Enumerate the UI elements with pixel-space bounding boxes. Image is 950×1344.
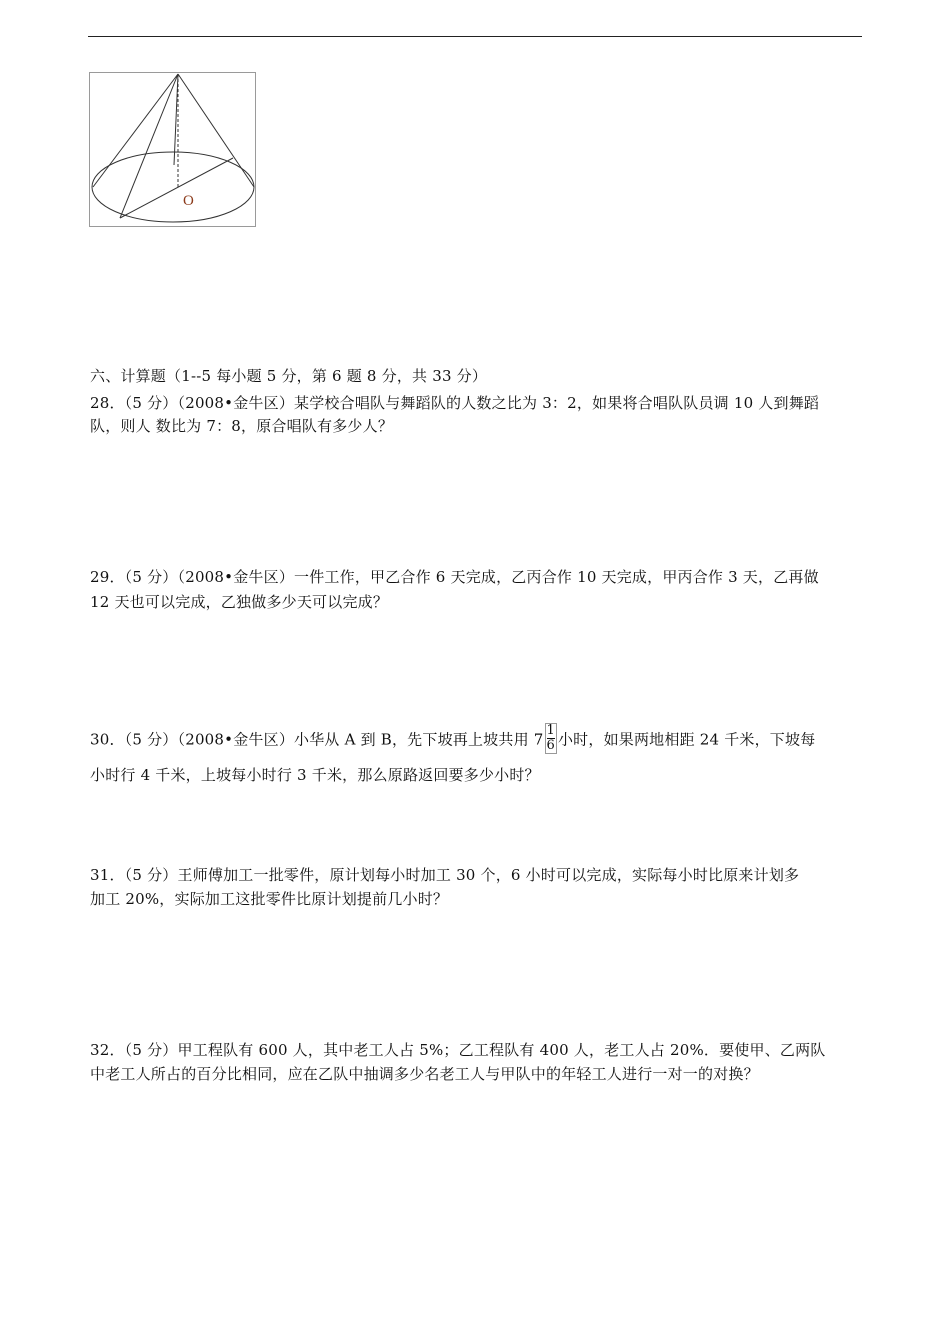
cone-right-edge bbox=[178, 74, 254, 187]
question-28-line-1: 28．（5 分）（2008•金牛区）某学校合唱队与舞蹈队的人数之比为 3：2，如果将合唱队队员调 10 人到舞蹈 bbox=[90, 394, 820, 412]
cone-base-ellipse bbox=[92, 152, 254, 222]
fraction-denominator: 6 bbox=[546, 738, 555, 753]
cone-diagram bbox=[90, 73, 257, 228]
question-31-line-2: 加工 20%，实际加工这批零件比原计划提前几小时？ bbox=[90, 890, 449, 908]
question-30-line-2: 小时行 4 千米，上坡每小时行 3 千米，那么原路返回要多少小时？ bbox=[90, 766, 540, 784]
mixed-fraction bbox=[545, 723, 557, 754]
cone-base-chord bbox=[120, 158, 233, 218]
question-32-line-2: 中老工人所占的百分比相同，应在乙队中抽调多少名老工人与甲队中的年轻工人进行一对一的对换？ bbox=[90, 1065, 759, 1083]
question-32-line-1: 32．（5 分）甲工程队有 600 人，其中老工人占 5%；乙工程队有 400 人，老工人占 20%．要使甲、乙两队 bbox=[90, 1041, 826, 1059]
question-30-text-before: 30．（5 分）（2008•金牛区）小华从 A 到 B，先下坡再上坡共用 7 bbox=[90, 730, 544, 749]
cone-slant-line bbox=[120, 74, 178, 218]
section-title: 六、计算题（1--5 每小题 5 分，第 6 题 8 分，共 33 分） bbox=[90, 367, 488, 385]
cone-left-edge bbox=[93, 74, 178, 187]
question-29-line-1: 29．（5 分）（2008•金牛区）一件工作，甲乙合作 6 天完成，乙丙合作 10 天完成，甲丙合作 3 天，乙再做 bbox=[90, 568, 819, 586]
cone-figure bbox=[89, 72, 256, 227]
header-rule bbox=[88, 36, 862, 37]
question-29-line-2: 12 天也可以完成，乙独做多少天可以完成？ bbox=[90, 593, 389, 611]
question-30-text-after: 小时，如果两地相距 24 千米，下坡每 bbox=[557, 730, 816, 749]
question-28-line-2: 队，则人 数比为 7：8，原合唱队有多少人？ bbox=[90, 417, 394, 435]
center-label-o: O bbox=[183, 193, 194, 209]
question-30-line-1 bbox=[90, 725, 815, 756]
question-31-line-1: 31．（5 分）王师傅加工一批零件，原计划每小时加工 30 个，6 小时可以完成，实际每小时比原来计划多 bbox=[90, 866, 800, 884]
cone-inner-slant bbox=[174, 74, 178, 165]
fraction-numerator: 1 bbox=[546, 723, 555, 738]
